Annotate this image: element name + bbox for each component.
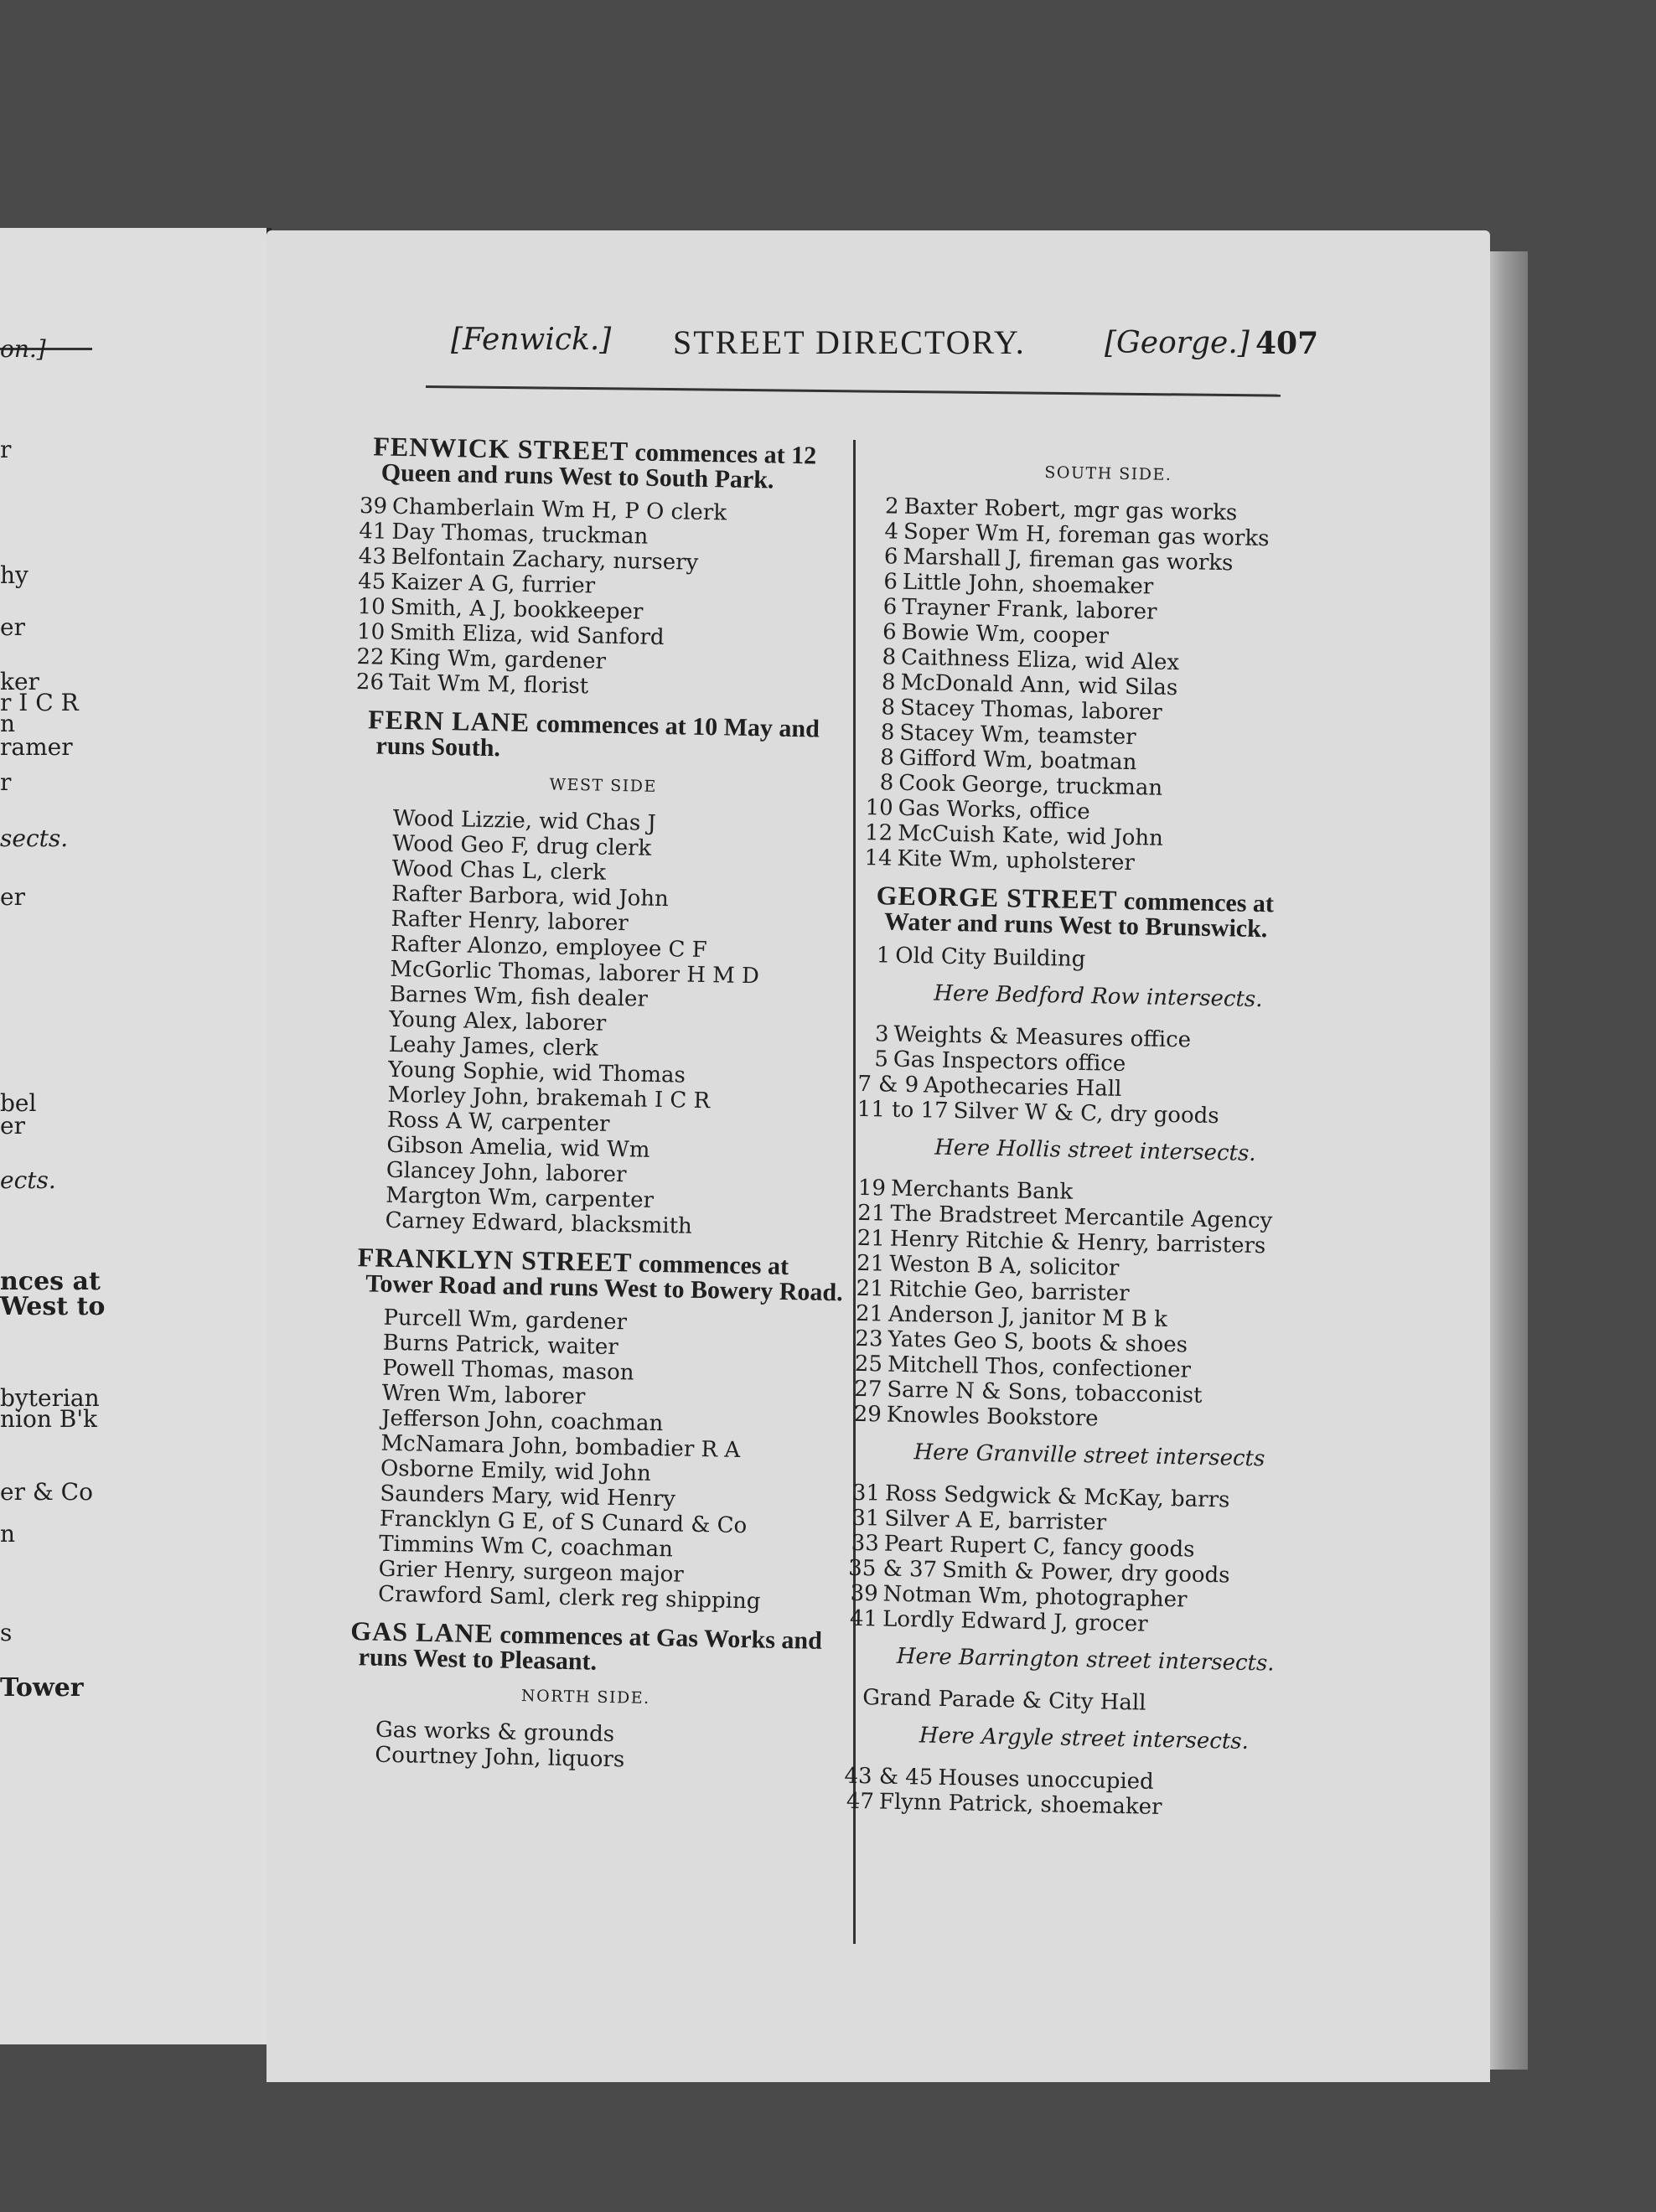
street-name: FRANKLYN STREET bbox=[357, 1242, 633, 1278]
house-number: 14 bbox=[864, 845, 893, 871]
occupant: Knowles Bookstore bbox=[886, 1402, 1099, 1432]
left-page-fragment-text: n bbox=[0, 1520, 16, 1548]
occupant: Stacey Thomas, laborer bbox=[899, 695, 1163, 726]
house-number: 6 bbox=[883, 569, 898, 595]
house-number: 11 to 17 bbox=[856, 1096, 949, 1124]
left-page-fragment-text: ects. bbox=[0, 1166, 56, 1194]
occupant: Saunders Mary, wid Henry bbox=[380, 1481, 676, 1512]
page-edge bbox=[1490, 251, 1528, 2070]
occupant: Glancey John, laborer bbox=[386, 1157, 627, 1188]
left-page-fragment-text: sects. bbox=[0, 824, 69, 852]
header-left-keyword: [Fenwick.] bbox=[451, 323, 612, 357]
house-number: 10 bbox=[356, 619, 386, 645]
occupant: Burns Patrick, waiter bbox=[382, 1330, 618, 1361]
house-number: 6 bbox=[883, 544, 898, 570]
house-number: 21 bbox=[855, 1300, 884, 1327]
occupant: Ritchie Geo, barrister bbox=[888, 1276, 1130, 1307]
left-page-fragment-text: hy bbox=[0, 561, 28, 589]
house-number: 19 bbox=[857, 1175, 887, 1202]
left-page-fragment-text: nion B'k bbox=[0, 1405, 98, 1433]
left-page-fragment-text: Tower bbox=[0, 1673, 84, 1703]
house-number: 3 bbox=[874, 1021, 889, 1047]
occupant: The Bradstreet Mercantile Agency bbox=[890, 1201, 1273, 1234]
directory-entry bbox=[860, 943, 1338, 977]
occupant: Caithness Eliza, wid Alex bbox=[900, 644, 1180, 676]
occupant: Wren Wm, laborer bbox=[381, 1380, 586, 1410]
house-number: 43 & 45 bbox=[844, 1763, 934, 1791]
street-description: commences at 12 Queen and runs West to South Park. bbox=[380, 438, 817, 494]
left-page-fragment bbox=[0, 228, 272, 2044]
street-heading bbox=[861, 882, 1339, 943]
occupant: Trayner Frank, laborer bbox=[902, 594, 1157, 625]
house-number: 33 bbox=[851, 1530, 880, 1557]
occupant: Flynn Patrick, shoemaker bbox=[878, 1789, 1162, 1820]
street-name: GAS LANE bbox=[349, 1615, 494, 1649]
house-number: 23 bbox=[855, 1326, 883, 1352]
occupant: Day Thomas, truckman bbox=[391, 519, 649, 550]
occupant: Francklyn G E, of S Cunard & Co bbox=[379, 1506, 748, 1539]
occupant: Margton Wm, carpenter bbox=[385, 1182, 655, 1213]
house-number: 10 bbox=[357, 594, 386, 620]
street-name: FERN LANE bbox=[367, 704, 530, 737]
side-subheading: WEST SIDE bbox=[549, 775, 658, 796]
occupant: Courtney John, liquors bbox=[375, 1742, 625, 1773]
left-page-fragment-text: ker bbox=[0, 668, 39, 695]
left-page-fragment-text: West to bbox=[0, 1292, 106, 1321]
house-number: 21 bbox=[856, 1225, 886, 1252]
occupant: Smith Eliza, wid Sanford bbox=[389, 619, 665, 651]
occupant: Kite Wm, upholsterer bbox=[897, 845, 1136, 876]
occupant: Anderson J, janitor M B k bbox=[888, 1301, 1168, 1333]
occupant: King Wm, gardener bbox=[389, 644, 607, 674]
house-number: 39 bbox=[359, 494, 388, 519]
street-heading bbox=[352, 706, 856, 768]
left-page-fragment-text: nces at bbox=[0, 1267, 101, 1296]
occupant: Mitchell Thos, confectioner bbox=[887, 1351, 1192, 1383]
occupant: Gifford Wm, boatman bbox=[898, 745, 1137, 776]
page-header bbox=[451, 323, 1490, 373]
occupant: Chamberlain Wm H, P O clerk bbox=[391, 494, 727, 526]
house-number: 8 bbox=[880, 720, 895, 746]
street-name: GEORGE STREET bbox=[876, 880, 1118, 915]
occupant: Grier Henry, surgeon major bbox=[378, 1556, 685, 1588]
occupant: Purcell Wm, gardener bbox=[383, 1305, 628, 1336]
house-number: 12 bbox=[864, 819, 893, 846]
occupant: Wood Chas L, clerk bbox=[391, 855, 607, 886]
street-heading bbox=[342, 1244, 846, 1306]
occupant: Soper Wm H, foreman gas works bbox=[903, 519, 1270, 552]
occupant: Peart Rupert C, fancy goods bbox=[883, 1531, 1195, 1563]
house-number: 8 bbox=[879, 770, 894, 796]
house-number: 22 bbox=[356, 644, 385, 670]
house-number: 47 bbox=[846, 1788, 875, 1815]
occupant: Silver A E, barrister bbox=[884, 1506, 1107, 1536]
street-description: commences at Tower Road and runs West to Bowery Road. bbox=[365, 1249, 843, 1307]
occupant: Crawford Saml, clerk reg shipping bbox=[377, 1581, 761, 1615]
left-column bbox=[333, 421, 862, 1776]
header-rule bbox=[426, 385, 1281, 397]
left-page-fragment-text: byterian bbox=[0, 1384, 100, 1412]
intersection-note: Here Bedford Row intersects. bbox=[934, 980, 1263, 1013]
occupant: Young Alex, laborer bbox=[389, 1006, 607, 1036]
occupant: McNamara John, bombadier R A bbox=[380, 1430, 741, 1463]
occupant: Lordly Edward J, grocer bbox=[882, 1606, 1148, 1637]
side-subheading: SOUTH SIDE. bbox=[1044, 463, 1172, 484]
house-number: 29 bbox=[853, 1401, 882, 1428]
occupant: Yates Geo S, boots & shoes bbox=[888, 1326, 1188, 1358]
occupant: Notman Wm, photographer bbox=[882, 1581, 1188, 1613]
occupant: Ross A W, carpenter bbox=[386, 1107, 610, 1137]
house-number: 41 bbox=[849, 1605, 878, 1632]
occupant: Rafter Alonzo, employee C F bbox=[390, 931, 708, 964]
left-page-fragment-text: r bbox=[0, 768, 12, 796]
occupant: Jefferson John, coachman bbox=[380, 1405, 664, 1437]
left-page-fragment-text: er & Co bbox=[0, 1478, 93, 1506]
house-number: 8 bbox=[880, 745, 895, 771]
occupant: Powell Thomas, mason bbox=[382, 1355, 634, 1386]
street-name: FENWICK STREET bbox=[373, 431, 629, 467]
house-number: 6 bbox=[882, 619, 898, 645]
occupant: Carney Edward, blacksmith bbox=[385, 1207, 693, 1239]
left-page-fragment-text: r bbox=[0, 436, 12, 463]
occupant: Houses unoccupied bbox=[938, 1765, 1155, 1795]
occupant: Sarre N & Sons, tobacconist bbox=[887, 1377, 1203, 1408]
occupant: Cook George, truckman bbox=[898, 770, 1163, 801]
house-number: 1 bbox=[876, 943, 891, 969]
occupant: Tait Wm M, florist bbox=[388, 669, 589, 700]
left-page-fragment-text: er bbox=[0, 1112, 25, 1140]
occupant: Bowie Wm, cooper bbox=[901, 619, 1110, 649]
house-number: 6 bbox=[882, 594, 898, 620]
house-number: 8 bbox=[882, 644, 897, 670]
occupant: McGorlic Thomas, laborer H M D bbox=[390, 956, 760, 990]
house-number: 25 bbox=[854, 1351, 883, 1377]
occupant: McDonald Ann, wid Silas bbox=[900, 669, 1178, 701]
house-number: 4 bbox=[884, 519, 899, 545]
occupant: Rafter Barbora, wid John bbox=[391, 881, 670, 912]
header-right-keyword: [George.] bbox=[1105, 326, 1250, 360]
intersection-note: Here Argyle street intersects. bbox=[919, 1723, 1250, 1755]
occupant: Rafter Henry, laborer bbox=[391, 906, 629, 937]
occupant: Henry Ritchie & Henry, barristers bbox=[889, 1226, 1266, 1259]
occupant: Weston B A, solicitor bbox=[888, 1251, 1120, 1281]
directory-page bbox=[267, 230, 1490, 2082]
occupant: Silver W & C, dry goods bbox=[953, 1098, 1219, 1129]
occupant: Smith, A J, bookkeeper bbox=[390, 594, 644, 625]
occupant: Young Sophie, wid Thomas bbox=[387, 1057, 686, 1088]
left-page-fragment-text: s bbox=[0, 1619, 13, 1646]
occupant: Stacey Wm, teamster bbox=[899, 720, 1136, 751]
house-number: 21 bbox=[856, 1250, 885, 1277]
intersection-note: Here Granville street intersects bbox=[913, 1439, 1265, 1472]
page-number: 407 bbox=[1255, 326, 1319, 361]
street-description: commences at Gas Works and runs West to Pleasant. bbox=[358, 1620, 823, 1676]
left-page-fragment-text: r I C R bbox=[0, 689, 79, 716]
left-page-fragment-text: ramer bbox=[0, 733, 73, 761]
occupant: McCuish Kate, wid John bbox=[897, 820, 1164, 851]
left-page-fragment-text: on.] bbox=[0, 335, 46, 363]
occupant: Morley John, brakemah I C R bbox=[387, 1082, 711, 1114]
house-number: 10 bbox=[865, 794, 894, 821]
occupant: Smith & Power, dry goods bbox=[941, 1557, 1230, 1589]
occupant: Marshall J, fireman gas works bbox=[903, 544, 1234, 576]
directory-entry: Grand Parade & City Hall bbox=[862, 1685, 1146, 1716]
house-number: 31 bbox=[851, 1480, 881, 1507]
occupant: Kaizer A G, furrier bbox=[391, 569, 596, 599]
occupant: Osborne Emily, wid John bbox=[380, 1455, 652, 1486]
house-number: 41 bbox=[359, 519, 387, 545]
house-number: 31 bbox=[851, 1505, 880, 1532]
right-column bbox=[844, 447, 1348, 1823]
occupant: Gibson Amelia, wid Wm bbox=[386, 1132, 650, 1163]
house-number: 21 bbox=[857, 1200, 886, 1227]
street-description: commences at Water and runs West to Brunswick. bbox=[883, 886, 1275, 943]
occupant: Timmins Wm C, coachman bbox=[378, 1531, 674, 1563]
street-heading bbox=[358, 433, 862, 495]
occupant: Apothecaries Hall bbox=[923, 1072, 1122, 1102]
house-number: 8 bbox=[881, 669, 896, 695]
occupant: Ross Sedgwick & McKay, barrs bbox=[884, 1481, 1230, 1513]
occupant: Barnes Wm, fish dealer bbox=[389, 981, 649, 1012]
occupant: Little John, shoemaker bbox=[902, 569, 1154, 600]
side-subheading: NORTH SIDE. bbox=[520, 1687, 650, 1708]
house-number: 2 bbox=[884, 494, 899, 519]
left-page-fragment-text: bel bbox=[0, 1089, 37, 1117]
occupant: Leahy James, clerk bbox=[388, 1031, 599, 1062]
occupant: Gas Works, office bbox=[898, 795, 1090, 825]
house-number: 7 & 9 bbox=[857, 1071, 919, 1098]
occupant: Gas Inspectors office bbox=[893, 1047, 1126, 1077]
intersection-note: Here Hollis street intersects. bbox=[934, 1134, 1256, 1166]
intersection-note: Here Barrington street intersects. bbox=[896, 1643, 1275, 1677]
street-heading bbox=[334, 1615, 838, 1680]
street-description: commences at 10 May and runs South. bbox=[375, 709, 820, 762]
house-number: 39 bbox=[850, 1580, 878, 1607]
occupant: Weights & Measures office bbox=[893, 1021, 1192, 1053]
left-page-fragment-text: n bbox=[0, 710, 16, 737]
house-number: 21 bbox=[856, 1275, 884, 1302]
header-title: STREET DIRECTORY. bbox=[673, 323, 1026, 361]
house-number: 35 & 37 bbox=[848, 1555, 938, 1583]
left-page-fragment-text: er bbox=[0, 883, 25, 911]
occupant: Gas works & grounds bbox=[375, 1717, 615, 1748]
occupant: Old City Building bbox=[895, 943, 1086, 973]
house-number: 26 bbox=[355, 669, 385, 695]
occupant: Merchants Bank bbox=[890, 1176, 1074, 1205]
occupant: Wood Geo F, drug clerk bbox=[392, 830, 652, 861]
occupant: Baxter Robert, mgr gas works bbox=[903, 494, 1238, 526]
house-number: 43 bbox=[358, 544, 387, 570]
left-page-fragment-text: er bbox=[0, 613, 25, 641]
house-number: 8 bbox=[881, 695, 896, 721]
house-number: 27 bbox=[854, 1376, 882, 1403]
house-number: 5 bbox=[874, 1047, 889, 1072]
house-number: 45 bbox=[357, 569, 386, 595]
occupant: Belfontain Zachary, nursery bbox=[391, 544, 699, 576]
occupant: Wood Lizzie, wid Chas J bbox=[392, 805, 657, 836]
